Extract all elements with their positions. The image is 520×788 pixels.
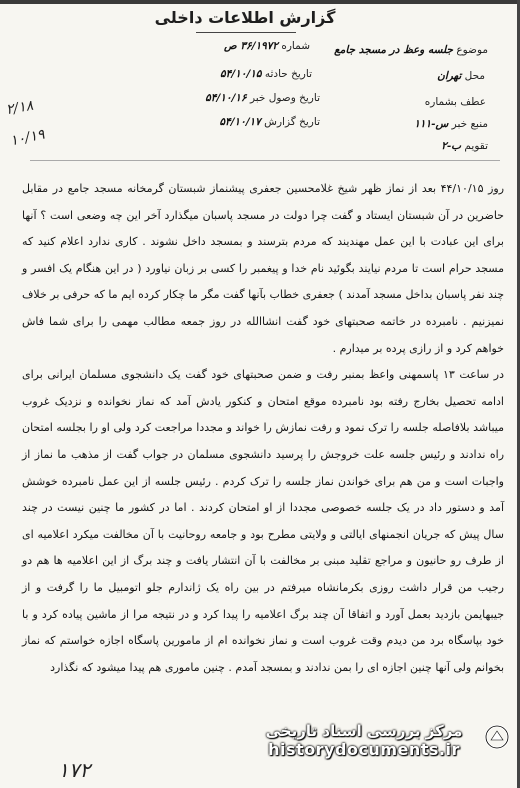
archive-logo-icon xyxy=(484,724,510,750)
number-label: شماره xyxy=(281,40,310,52)
attachment-field xyxy=(420,96,486,108)
number-value: ۳۶/۱۹۷۲ ص xyxy=(223,40,279,52)
receipt-date-field xyxy=(170,92,320,104)
event-date-value: ۵۴/۱۰/۱۵ xyxy=(219,68,262,80)
margin-note-1: ۲/۱۸ xyxy=(4,97,35,119)
event-date-field xyxy=(172,68,312,80)
page-top-edge xyxy=(0,0,520,4)
report-date-value: ۵۴/۱۰/۱۷ xyxy=(219,116,261,128)
body-paragraph-2: در ساعت ۱۳ پاسمهنی واعظ بمنبر رفت و ضمن صحبتهای خود گفت یک دانشجوی مسلمان ایرانی برای ادامه تحصیل بخارج رفته بود نامبرده موقع امتحان و کنکور یادش آمد که نماز نخوانده و نزدیک غروب میباشد بلافاصله جلسه را ترک نمود و رفت نمازش را خواند و مجددا مراجعت کرد ولی او را بجلسه امتحان راه ندادند و رئیس جلسه علت خروجش را پرسید دانشجوی مسلمان در جواب گفت از مذهب ما نماز از واجبات است و من هم برای خواندن نماز جلسه را ترک کردم . رئیس جلسه از این عمل نامبرده خوشش آمد و دستور داد در یک جلسه خصوصی مجددا از او امتحان کردند . اما در کشور ما چنین نیست در چند سال پیش که جریان انجمنهای ایالتی و ولایتی مطرح بود و جامعه روحانیت با آن مخالفت میکرد اعلامیه ای از طرف رو حانیون و مراجع تقلید مبنی بر مخالفت با آن انتشار یافت و چند برگ از این اعلامیه ها هم دو رجیب من قرار داشت روزی بکرمانشاه میرفتم در بین راه یک ژاندارم جلو اتومبیل ما را گرفت و از جیبهایمن بازدید بعمل آورد و اتفاقا آن چند برگ اعلامیه را پیدا کرد و در نتیجه مرا از ماشین پیاده کرد و با خود بپاسگاه برد من دیدم وقت غروب است و نماز نخوانده ام از مامورین پاسگاه اجازه خواستم که نماز بخوانم ولی آنها چنین اجازه ای را بمن ندادند و بمسجد آمدم . چنین ماموری هم پیدا میشود که نگذارد xyxy=(22,368,504,674)
report-date-field xyxy=(170,116,320,128)
report-date-label: تاریخ گزارش xyxy=(264,116,320,128)
receipt-date-value: ۵۴/۱۰/۱۶ xyxy=(205,92,247,104)
report-title: گزارش اطلاعات داخلی xyxy=(154,8,336,27)
subject-label: موضوع xyxy=(456,44,488,56)
attachment-label: عطف بشماره xyxy=(424,96,486,108)
archive-watermark xyxy=(214,722,514,780)
subject-field xyxy=(318,44,488,56)
evaluation-value: ب-۲ xyxy=(441,140,462,152)
watermark-url: historydocuments.ir xyxy=(268,740,460,759)
header-divider xyxy=(30,160,500,161)
handwritten-mark: ۱۷۲ xyxy=(58,758,91,782)
event-date-label: تاریخ حادثه xyxy=(264,68,312,80)
body-paragraph-1: روز ۴۴/۱۰/۱۵ بعد از نماز ظهر شیخ غلامحسین جعفری پیشنماز شبستان گرمخانه مسجد جامع در مقابل حاضرین در آن شبستان ایستاد و گفت چرا دولت در مسجد پاسبان میگذارد آخر این چه وضعی است ؟ آنها برای این عبادت با این عمل مهندیند که مردم بترسند و بمسجد داخل نشوند . کاری ندارد اعلام کنید که مسجد حرام است تا مردم نیایند بگوئید نام خدا و پیغمبر را کسی بر زبان نیاورد ( در این هنگام یک افسر و چند نفر پاسبان بداخل مسجد آمدند ) جعفری خطاب بآنها گفت مگر ما چکار کرده ایم ما که حرفی بر خلاف نمیزنیم . نامبرده در خاتمه صحبتهای خود گفت انشاالله در روز جمعه مطالب مهمی را برای شما فاش خواهم کرد و از رازی پرده بر میدارم . xyxy=(22,182,505,355)
receipt-date-label: تاریخ وصول خبر xyxy=(249,92,320,104)
source-value: س-۱۱۱ xyxy=(414,118,449,130)
evaluation-label: تقویم xyxy=(464,140,488,152)
source-label: منبع خبر xyxy=(451,118,488,130)
number-field xyxy=(180,40,310,52)
location-field xyxy=(395,70,485,82)
location-label: محل xyxy=(464,70,485,82)
evaluation-field xyxy=(384,140,488,152)
subject-value: جلسه وعظ در مسجد جامع xyxy=(334,44,453,56)
location-value: تهران xyxy=(437,70,462,82)
margin-note-2: ۱۰/۱۹ xyxy=(8,126,47,150)
source-field xyxy=(380,118,488,130)
watermark-persian: مرکز بررسی اسناد تاریخی xyxy=(265,722,463,740)
title-underline xyxy=(196,32,296,33)
report-body xyxy=(22,176,504,681)
